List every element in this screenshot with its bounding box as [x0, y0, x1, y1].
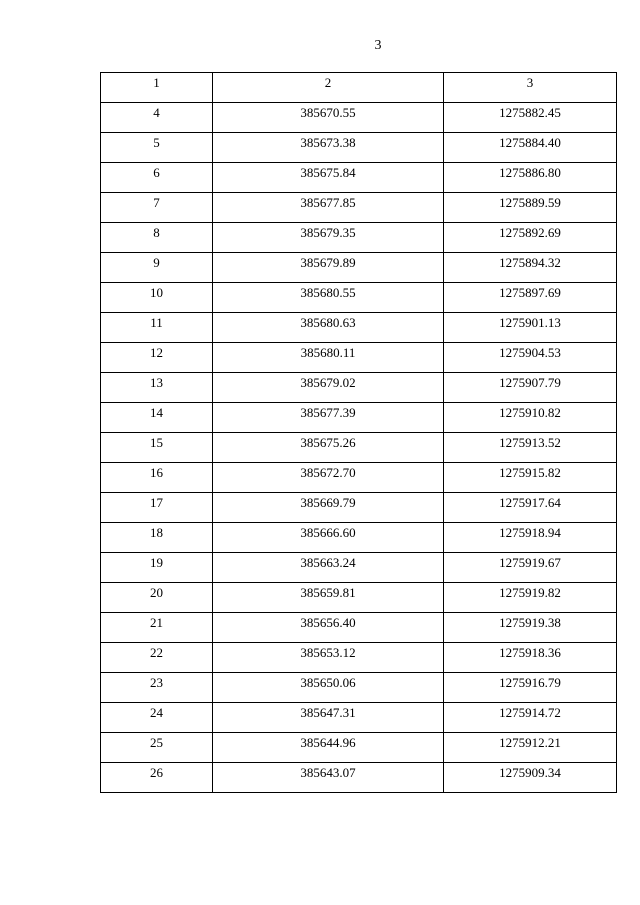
table-row — [101, 553, 617, 583]
table-row — [101, 733, 617, 763]
header-cell-2: 2 — [213, 73, 444, 103]
coordinate-x-cell: 385663.24 — [213, 553, 444, 583]
point-number-cell: 6 — [101, 163, 213, 193]
coordinate-x-cell: 385675.84 — [213, 163, 444, 193]
coordinate-x-cell: 385679.02 — [213, 373, 444, 403]
coordinate-x-cell: 385680.55 — [213, 283, 444, 313]
coordinate-x-cell: 385672.70 — [213, 463, 444, 493]
table-header-row — [101, 73, 617, 103]
coordinate-x-cell: 385669.79 — [213, 493, 444, 523]
coordinate-x-cell: 385679.35 — [213, 223, 444, 253]
table-row — [101, 613, 617, 643]
coordinate-x-cell: 385670.55 — [213, 103, 444, 133]
coordinates-table — [100, 72, 617, 793]
point-number-cell: 12 — [101, 343, 213, 373]
coordinate-y-cell: 1275909.34 — [444, 763, 617, 793]
table-row — [101, 253, 617, 283]
table-row — [101, 583, 617, 613]
header-cell-3: 3 — [444, 73, 617, 103]
point-number-cell: 25 — [101, 733, 213, 763]
coordinate-y-cell: 1275904.53 — [444, 343, 617, 373]
coordinate-x-cell: 385680.63 — [213, 313, 444, 343]
point-number-cell: 26 — [101, 763, 213, 793]
coordinate-y-cell: 1275892.69 — [444, 223, 617, 253]
coordinate-y-cell: 1275918.94 — [444, 523, 617, 553]
table-row — [101, 433, 617, 463]
table-row — [101, 403, 617, 433]
table-row — [101, 493, 617, 523]
coordinate-y-cell: 1275917.64 — [444, 493, 617, 523]
coordinate-x-cell: 385680.11 — [213, 343, 444, 373]
coordinate-x-cell: 385659.81 — [213, 583, 444, 613]
table-row — [101, 133, 617, 163]
coordinate-x-cell: 385650.06 — [213, 673, 444, 703]
table-row — [101, 313, 617, 343]
point-number-cell: 22 — [101, 643, 213, 673]
coordinate-x-cell: 385656.40 — [213, 613, 444, 643]
coordinate-y-cell: 1275886.80 — [444, 163, 617, 193]
point-number-cell: 4 — [101, 103, 213, 133]
coordinates-table-body — [101, 73, 617, 793]
point-number-cell: 5 — [101, 133, 213, 163]
point-number-cell: 21 — [101, 613, 213, 643]
coordinate-y-cell: 1275919.38 — [444, 613, 617, 643]
table-row — [101, 103, 617, 133]
coordinate-x-cell: 385677.39 — [213, 403, 444, 433]
table-row — [101, 643, 617, 673]
point-number-cell: 7 — [101, 193, 213, 223]
coordinate-x-cell: 385677.85 — [213, 193, 444, 223]
coordinate-y-cell: 1275897.69 — [444, 283, 617, 313]
coordinate-x-cell: 385644.96 — [213, 733, 444, 763]
point-number-cell: 10 — [101, 283, 213, 313]
coordinate-y-cell: 1275918.36 — [444, 643, 617, 673]
coordinate-y-cell: 1275915.82 — [444, 463, 617, 493]
coordinate-y-cell: 1275910.82 — [444, 403, 617, 433]
coordinate-y-cell: 1275912.21 — [444, 733, 617, 763]
coordinate-y-cell: 1275894.32 — [444, 253, 617, 283]
table-row — [101, 163, 617, 193]
point-number-cell: 15 — [101, 433, 213, 463]
coordinate-y-cell: 1275889.59 — [444, 193, 617, 223]
point-number-cell: 24 — [101, 703, 213, 733]
coordinate-y-cell: 1275914.72 — [444, 703, 617, 733]
point-number-cell: 8 — [101, 223, 213, 253]
table-row — [101, 343, 617, 373]
coordinate-y-cell: 1275882.45 — [444, 103, 617, 133]
coordinate-y-cell: 1275919.82 — [444, 583, 617, 613]
table-row — [101, 673, 617, 703]
table-row — [101, 223, 617, 253]
table-row — [101, 463, 617, 493]
table-row — [101, 523, 617, 553]
coordinate-x-cell: 385647.31 — [213, 703, 444, 733]
coordinate-x-cell: 385673.38 — [213, 133, 444, 163]
point-number-cell: 17 — [101, 493, 213, 523]
coordinate-x-cell: 385666.60 — [213, 523, 444, 553]
point-number-cell: 18 — [101, 523, 213, 553]
table-row — [101, 283, 617, 313]
coordinate-y-cell: 1275907.79 — [444, 373, 617, 403]
point-number-cell: 16 — [101, 463, 213, 493]
table-row — [101, 373, 617, 403]
point-number-cell: 9 — [101, 253, 213, 283]
coordinate-x-cell: 385653.12 — [213, 643, 444, 673]
table-row — [101, 763, 617, 793]
header-cell-1: 1 — [101, 73, 213, 103]
point-number-cell: 19 — [101, 553, 213, 583]
point-number-cell: 14 — [101, 403, 213, 433]
coordinate-y-cell: 1275913.52 — [444, 433, 617, 463]
coordinate-y-cell: 1275919.67 — [444, 553, 617, 583]
coordinate-x-cell: 385679.89 — [213, 253, 444, 283]
coordinate-y-cell: 1275884.40 — [444, 133, 617, 163]
coordinate-x-cell: 385643.07 — [213, 763, 444, 793]
coordinate-y-cell: 1275916.79 — [444, 673, 617, 703]
coordinate-x-cell: 385675.26 — [213, 433, 444, 463]
coordinate-y-cell: 1275901.13 — [444, 313, 617, 343]
point-number-cell: 11 — [101, 313, 213, 343]
page-number: 3 — [374, 38, 382, 53]
table-row — [101, 193, 617, 223]
point-number-cell: 13 — [101, 373, 213, 403]
point-number-cell: 20 — [101, 583, 213, 613]
point-number-cell: 23 — [101, 673, 213, 703]
table-row — [101, 703, 617, 733]
